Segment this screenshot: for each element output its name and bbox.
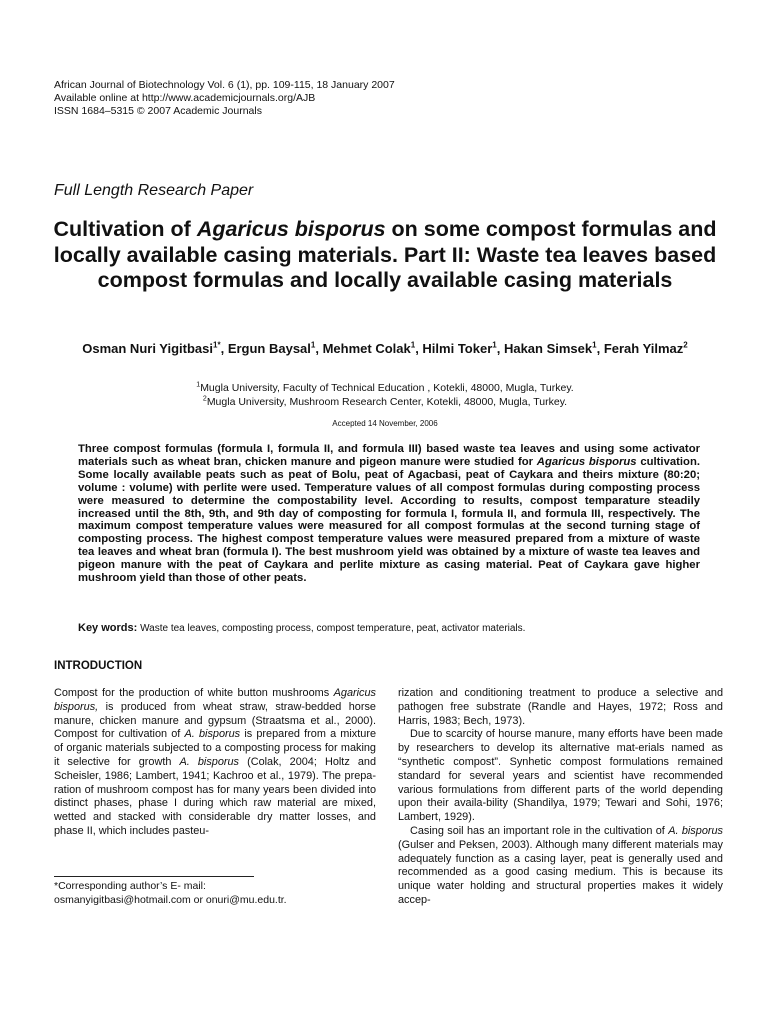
text-run: (Colak, 2004; Holtz and Scheisler, 1986; Lambert, 1941; Kachroo et al., 1979). The prepa-ration of mushroom compost has for many years been divided into distinct phases, phase I during which raw material are mixed, wetted and stacked with considerable dry matter losses, and phase II, which includes pasteu- [54, 755, 377, 837]
affiliation-mark: 1 [196, 381, 201, 389]
author [504, 341, 604, 356]
author [82, 341, 228, 356]
left-column [54, 687, 376, 839]
keywords-label: Key words: [78, 622, 138, 634]
abstract-species: Agaricus bisporus [536, 455, 637, 468]
author-affil-mark: 1 [592, 340, 597, 350]
text-run: Casing soil has an important role in the cultivation of [410, 824, 669, 837]
paragraph [54, 687, 376, 839]
author-affil-mark: 1 [410, 340, 416, 350]
affiliation [100, 396, 670, 410]
author-affil-mark: 1 [492, 340, 497, 350]
author-separator: , [496, 341, 504, 356]
accepted-date: Accepted 14 November, 2006 [332, 419, 438, 428]
journal-header [54, 79, 554, 118]
title-part-2: on some compost formulas and locally available casing materials. Part II: Waste tea leaves based compost formulas and locally available casing materials [53, 217, 717, 292]
author-name: Hakan Simsek [503, 341, 593, 356]
text-run: Compost for the production of white button mushrooms [54, 687, 334, 699]
author [323, 341, 423, 356]
affiliations [100, 382, 670, 409]
author-name: Ferah Yilmaz [603, 341, 684, 356]
paper-title [40, 217, 730, 294]
species-name: Agaricus bisporus, [54, 687, 376, 713]
author-separator: , [220, 341, 228, 356]
author-name: Mehmet Colak [322, 341, 411, 356]
author-name: Osman Nuri Yigitbasi [82, 341, 214, 356]
footnote-emails: osmanyigitbasi@hotmail.com or onuri@mu.edu.tr. [54, 893, 287, 906]
author [604, 341, 688, 356]
journal-citation: African Journal of Biotechnology Vol. 6 (1), pp. 109-115, 18 January 2007 [54, 79, 395, 91]
journal-issn: ISSN 1684–5315 © 2007 Academic Journals [54, 105, 262, 117]
affiliation-text: Mugla University, Faculty of Technical Education , Kotekli, 48000, Mugla, Turkey. [200, 382, 574, 394]
affiliation-mark: 2 [202, 395, 207, 402]
journal-url: Available online at http://www.academicjournals.org/AJB [54, 92, 316, 104]
footnote [54, 880, 376, 907]
abstract-text: Three compost formulas (formula I, formula II, and formula III) based waste tea leaves and using some activator materials such as wheat bran, chicken manure and pigeon manure were studied for [78, 443, 700, 468]
author-separator: , [415, 341, 423, 356]
species-name: A. bisporus [668, 824, 723, 837]
author-separator: , [596, 341, 604, 356]
affiliation-text: Mugla University, Mushroom Research Center, Kotekli, 48000, Mugla, Turkey. [206, 395, 568, 408]
abstract [78, 443, 700, 585]
footnote-divider [54, 876, 254, 877]
author-name: Hilmi Toker [422, 341, 493, 356]
title-species: Agaricus bisporus [196, 217, 386, 241]
keywords-text: Waste tea leaves, composting process, compost temperature, peat, activator materials. [137, 623, 526, 634]
section-heading-introduction: INTRODUCTION [54, 660, 143, 672]
text-run: (Gulser and Peksen, 2003). Although many different materials may adequately function as a casing layer, peat is generally used and recommended as a good casing medium. This is because its unique water holding and structural properties makes it widely accep- [398, 838, 723, 906]
keywords [78, 622, 700, 634]
paragraph [398, 825, 723, 908]
author [422, 341, 504, 356]
author-separator: , [315, 341, 323, 356]
text-run: is prepared from a mixture of organic materials subjected to a composting process for making it selective for growth [54, 728, 377, 768]
author-affil-mark: 2 [683, 340, 688, 350]
title-part-1: Cultivation of [53, 217, 197, 241]
footnote-label: *Corresponding author’s E- mail: [54, 880, 206, 892]
species-name: A. bisporus [184, 728, 241, 741]
text-run: is produced from wheat straw, straw-bedded horse manure, chicken manure and gypsum (Straatsma et al., 2000). Compost for cultivation of [54, 700, 376, 741]
abstract-text: cultivation. Some locally available peats such as peat of Bolu, peat of Agacbasi, peat of Caykara and theirs mixture (80:20; volume : volume) with perlite were used. Temperature values of all compost formulas during composting process were measured to determine the compostability level. According to results, compost temparature steadily increased until the 8th, 9th, and 9th day of composting for formula I, formula II, and formula III, respectively. The maximum compost temperature values were measured for all compost formulas at the second turning stage of composting process. The highest compost temperature values were measured prepared from a mixture of waste tea leaves and wheat bran (formula I). The best mushroom yield was obtained by a mixture of waste tea leaves and pigeon manure with the peat of Caykara and perlite mixture as casing material. Peat of Caykara gave higher mushroom yield than those of other peats. [78, 455, 700, 585]
species-name: A. bisporus [179, 755, 240, 768]
author-name: Ergun Baysal [227, 341, 311, 356]
author-affil-mark: 1* [213, 340, 221, 350]
paragraph: rization and conditioning treatment to produce a selective and pathogen free substrate (Randle and Hayes, 1972; Ross and Harris, 1983; Bech, 1973). [398, 687, 723, 727]
affiliation [100, 382, 670, 396]
right-column [398, 687, 723, 908]
author [228, 341, 323, 356]
paper-type-label: Full Length Research Paper [54, 182, 254, 199]
paragraph: Due to scarcity of hourse manure, many efforts have been made by researchers to develop its alternative mat-erials named as “synthetic compost”. Synhetic compost formulations remained standard for several years and scientist have recommended various formulations from different parts of the world depending upon their availa-bility (Shandilya, 1979; Tewari and Sohi, 1976; Lambert, 1929). [398, 728, 723, 824]
author-list [40, 341, 730, 357]
author-affil-mark: 1 [310, 340, 316, 350]
